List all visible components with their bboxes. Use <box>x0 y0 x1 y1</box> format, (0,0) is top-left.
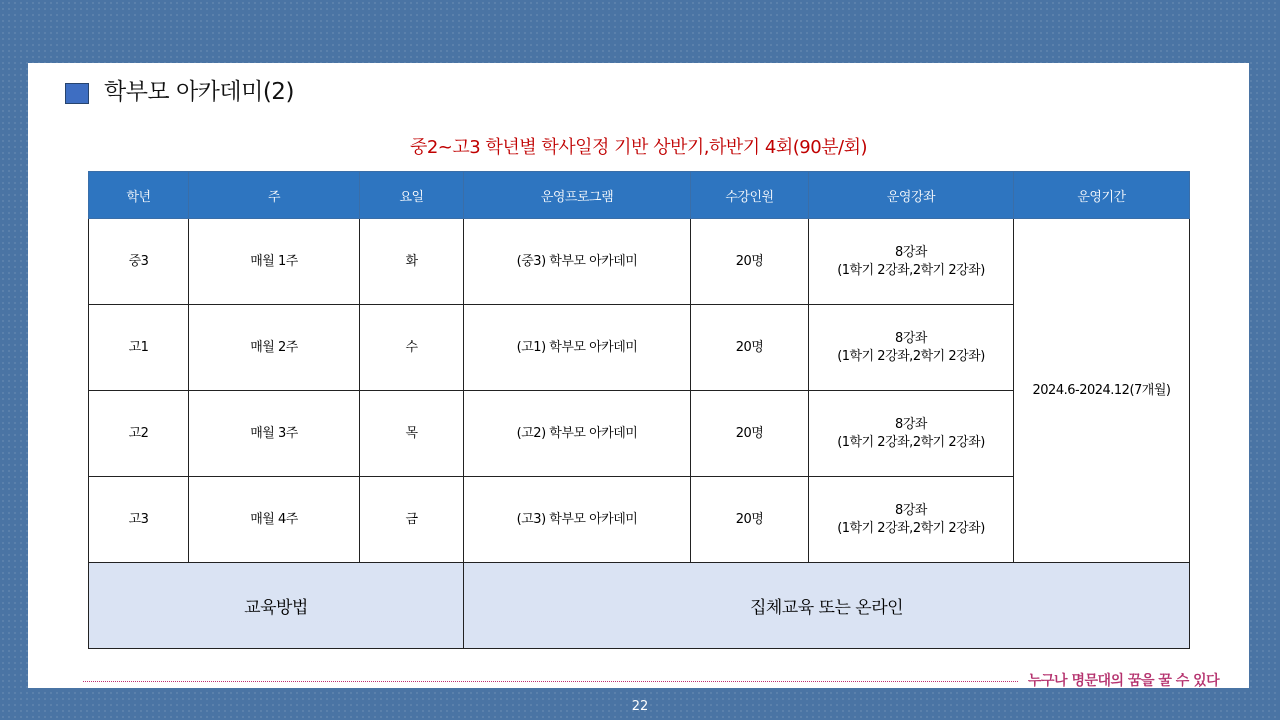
slide-title: 학부모 아카데미(2) <box>104 79 294 105</box>
courses-detail: (1학기 2강좌,2학기 2강좌) <box>837 348 985 364</box>
cell-day: 금 <box>360 477 464 563</box>
table-header-row <box>89 172 1190 219</box>
header-program: 운영프로그램 <box>464 172 691 219</box>
cell-program: (중3) 학부모 아카데미 <box>464 219 691 305</box>
courses-count: 8강좌 <box>895 416 927 432</box>
cell-week: 매월 1주 <box>189 219 360 305</box>
courses-count: 8강좌 <box>895 244 927 260</box>
courses-detail: (1학기 2강좌,2학기 2강좌) <box>837 520 985 536</box>
cell-courses <box>809 391 1014 477</box>
header-courses: 운영강좌 <box>809 172 1014 219</box>
footer-slogan: 누구나 명문대의 꿈을 꿀 수 있다 <box>1028 673 1220 689</box>
slide-subtitle: 중2~고3 학년별 학사일정 기반 상반기,하반기 4회(90분/회) <box>409 137 868 158</box>
courses-count: 8강좌 <box>895 502 927 518</box>
cell-capacity: 20명 <box>691 219 809 305</box>
cell-program: (고2) 학부모 아카데미 <box>464 391 691 477</box>
cell-day: 수 <box>360 305 464 391</box>
method-row <box>89 563 1190 649</box>
courses-detail: (1학기 2강좌,2학기 2강좌) <box>837 262 985 278</box>
cell-day: 목 <box>360 391 464 477</box>
cell-week: 매월 4주 <box>189 477 360 563</box>
cell-week: 매월 3주 <box>189 391 360 477</box>
schedule-table <box>88 171 1190 649</box>
footer-divider <box>83 681 1018 682</box>
cell-capacity: 20명 <box>691 477 809 563</box>
cell-courses <box>809 477 1014 563</box>
method-label: 교육방법 <box>89 563 464 649</box>
header-period: 운영기간 <box>1014 172 1190 219</box>
cell-grade: 고2 <box>89 391 189 477</box>
slide <box>28 63 1249 688</box>
method-value: 집체교육 또는 온라인 <box>464 563 1190 649</box>
cell-program: (고1) 학부모 아카데미 <box>464 305 691 391</box>
courses-count: 8강좌 <box>895 330 927 346</box>
cell-courses <box>809 219 1014 305</box>
cell-courses <box>809 305 1014 391</box>
cell-program: (고3) 학부모 아카데미 <box>464 477 691 563</box>
cell-grade: 고3 <box>89 477 189 563</box>
cell-period: 2024.6-2024.12(7개월) <box>1014 219 1190 563</box>
cell-day: 화 <box>360 219 464 305</box>
title-square-icon <box>65 83 89 104</box>
cell-capacity: 20명 <box>691 391 809 477</box>
cell-grade: 중3 <box>89 219 189 305</box>
header-week: 주 <box>189 172 360 219</box>
header-capacity: 수강인원 <box>691 172 809 219</box>
courses-detail: (1학기 2강좌,2학기 2강좌) <box>837 434 985 450</box>
cell-grade: 고1 <box>89 305 189 391</box>
header-day: 요일 <box>360 172 464 219</box>
cell-week: 매월 2주 <box>189 305 360 391</box>
page-number: 22 <box>631 699 649 714</box>
cell-capacity: 20명 <box>691 305 809 391</box>
table-row <box>89 219 1190 305</box>
header-grade: 학년 <box>89 172 189 219</box>
